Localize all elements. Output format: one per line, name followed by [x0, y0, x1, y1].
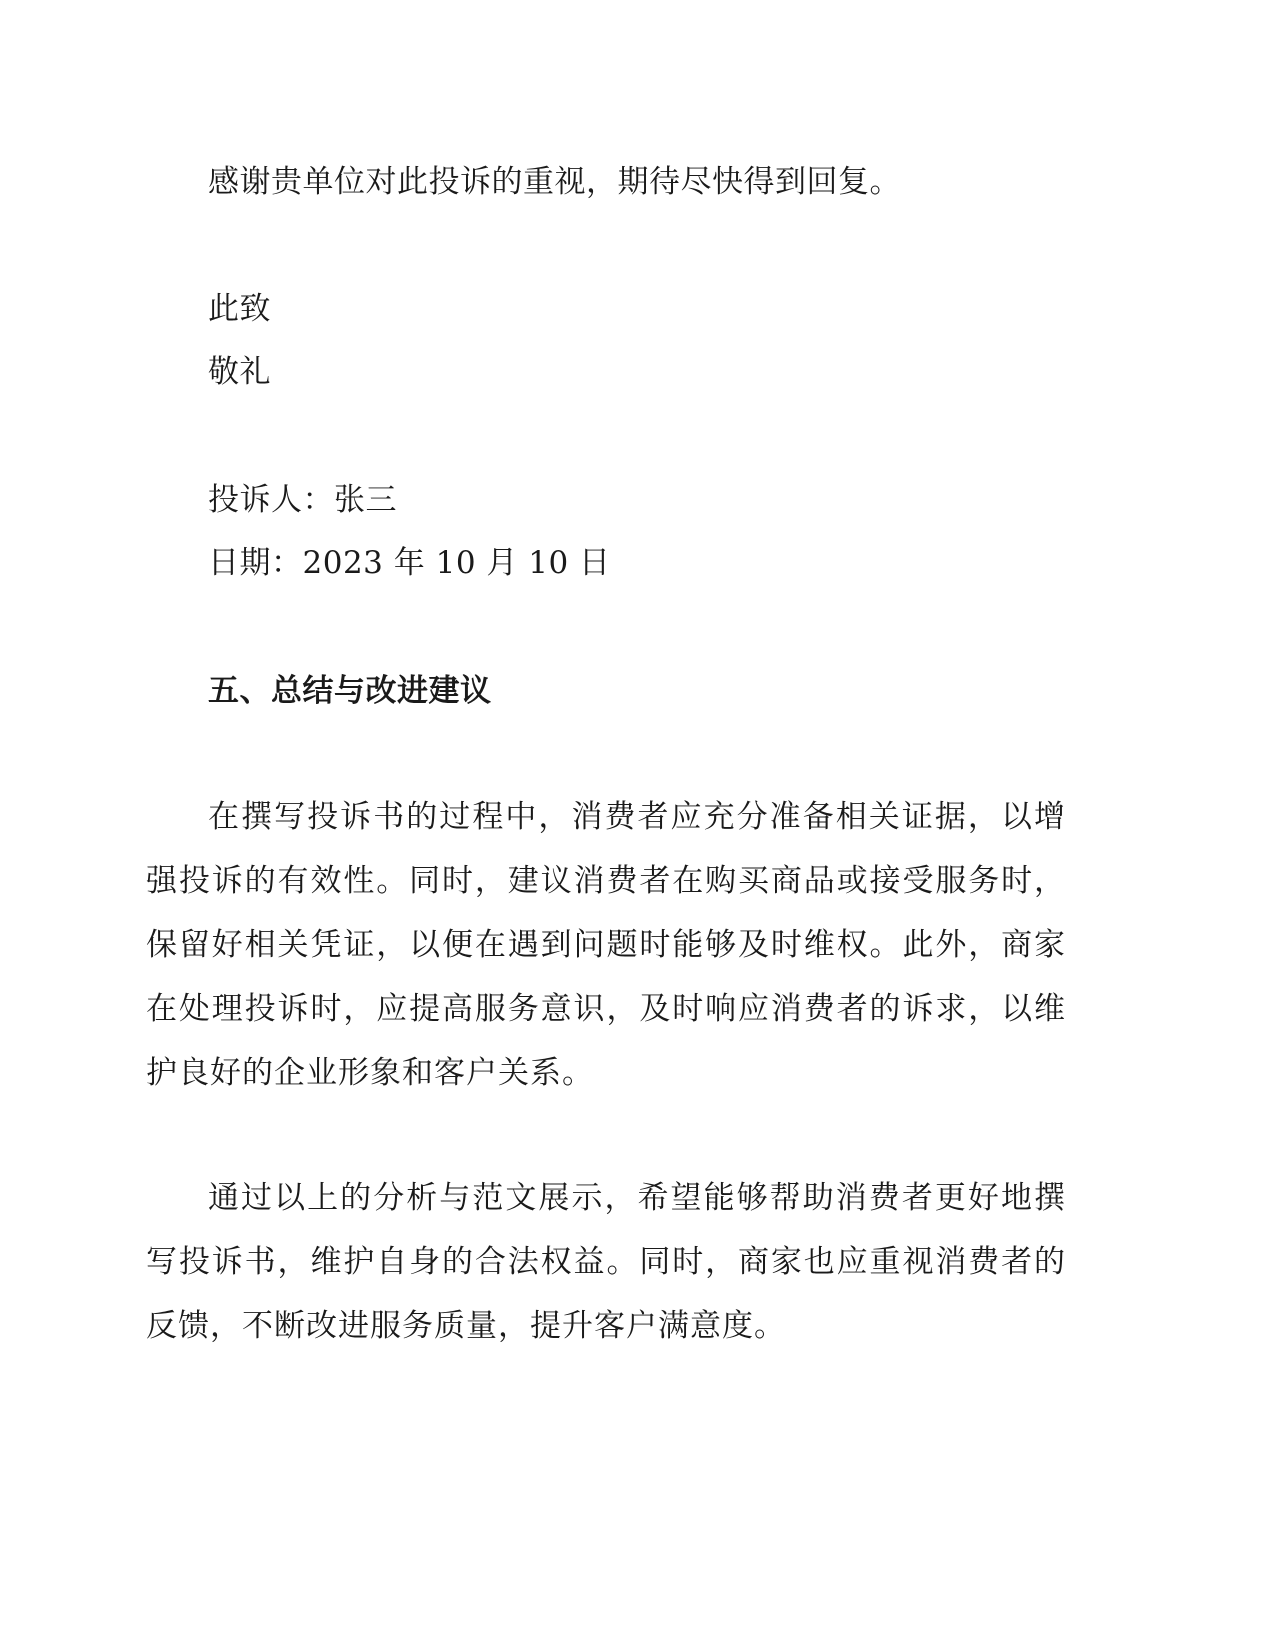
closing-line-1: 此致: [208, 291, 271, 327]
paragraph-conclusion: 通过以上的分析与范文展示，希望能够帮助消费者更好地撰写投诉书，维护自身的合法权益。同时，商家也应重视消费者的反馈，不断改进服务质量，提升客户满意度。: [146, 1180, 1066, 1344]
paragraph-summary: 在撰写投诉书的过程中，消费者应充分准备相关证据，以增强投诉的有效性。同时，建议消费者在购买商品或接受服务时，保留好相关凭证，以便在遇到问题时能够及时维权。此外，商家在处理投诉时，应提高服务意识，及时响应消费者的诉求，以维护良好的企业形象和客户关系。: [146, 799, 1066, 1091]
closing-line-2: 敬礼: [208, 354, 271, 390]
thanks-line: 感谢贵单位对此投诉的重视，期待尽快得到回复。: [208, 164, 901, 200]
signature-date: 日期：2023 年 10 月 10 日: [208, 545, 611, 581]
section-heading: 五、总结与改进建议: [208, 673, 492, 709]
complainant-signature: 投诉人：张三: [208, 482, 397, 518]
